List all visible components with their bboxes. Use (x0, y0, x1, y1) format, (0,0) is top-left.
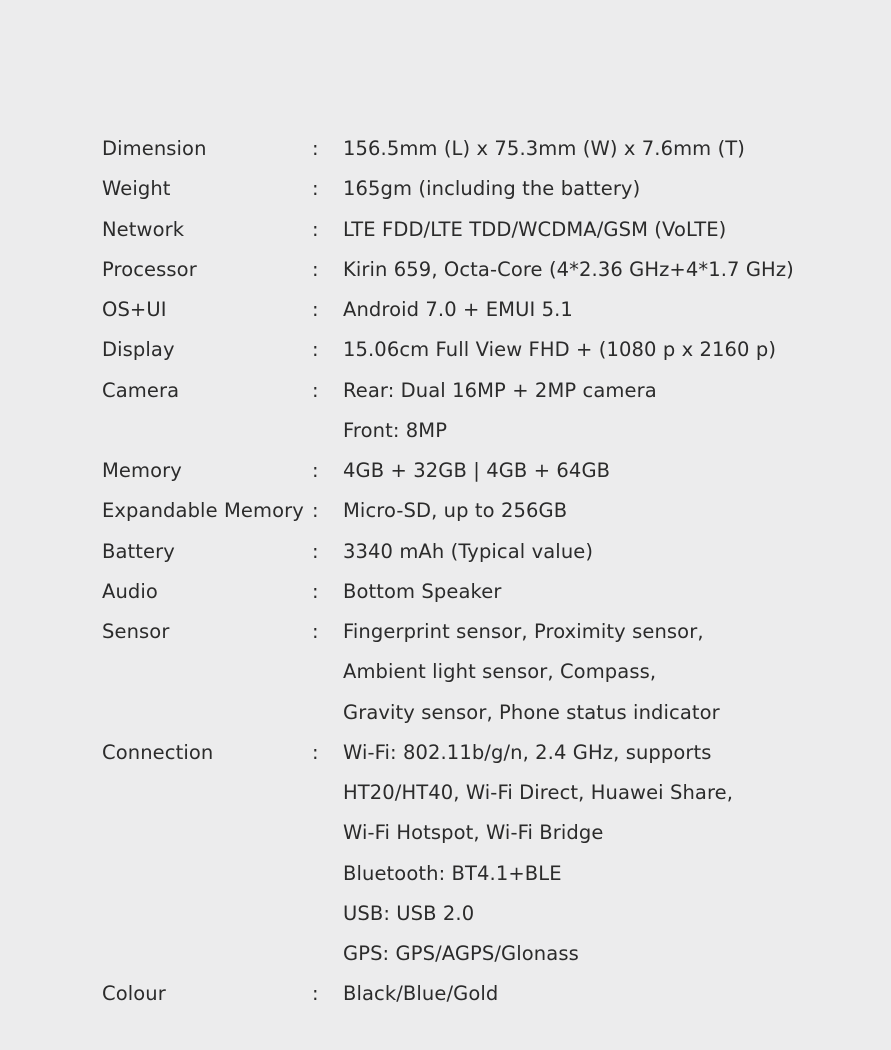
spec-value: Black/Blue/Gold (343, 982, 499, 1006)
spec-row (102, 371, 862, 452)
spec-label: Battery (102, 539, 175, 563)
spec-separator: : (312, 982, 319, 1006)
spec-value-group (343, 169, 862, 209)
spec-row (102, 250, 862, 290)
spec-value-group (343, 491, 862, 531)
spec-value: HT20/HT40, Wi-Fi Direct, Huawei Share, (343, 781, 734, 804)
spec-value: 4GB + 32GB | 4GB + 64GB (343, 459, 611, 482)
spec-row (102, 612, 862, 733)
spec-value-group (343, 129, 862, 169)
spec-table (102, 129, 862, 1015)
spec-row (102, 451, 862, 491)
spec-separator: : (312, 177, 319, 201)
spec-separator: : (312, 257, 319, 281)
spec-row (102, 491, 862, 531)
spec-value: Front: 8MP (343, 418, 448, 442)
spec-value-group (343, 532, 862, 572)
spec-label: OS+UI (102, 298, 167, 321)
spec-row (102, 210, 862, 250)
spec-value: Ambient light sensor, Compass, (343, 660, 657, 684)
spec-separator: : (312, 298, 319, 321)
spec-label: Dimension (102, 137, 207, 160)
spec-value-group (343, 733, 862, 975)
spec-value: 165gm (including the battery) (343, 177, 641, 201)
spec-label: Expandable Memory (102, 499, 304, 523)
spec-row (102, 532, 862, 572)
spec-separator: : (312, 459, 319, 482)
spec-value-group (343, 330, 862, 370)
spec-label: Camera (102, 378, 180, 402)
spec-value-group (343, 250, 862, 290)
spec-separator: : (312, 338, 319, 362)
spec-value: Wi-Fi: 802.11b/g/n, 2.4 GHz, supports (343, 740, 712, 764)
spec-value: Micro-SD, up to 256GB (343, 499, 568, 523)
spec-value: LTE FDD/LTE TDD/WCDMA/GSM (VoLTE) (343, 217, 727, 241)
spec-value: Kirin 659, Octa-Core (4*2.36 GHz+4*1.7 GHz) (343, 257, 794, 281)
spec-separator: : (312, 539, 319, 563)
spec-row (102, 290, 862, 330)
spec-label: Audio (102, 579, 158, 603)
spec-value: GPS: GPS/AGPS/Glonass (343, 942, 579, 965)
spec-row (102, 733, 862, 975)
spec-value-group (343, 612, 862, 733)
spec-separator: : (312, 217, 319, 241)
spec-label: Weight (102, 177, 171, 201)
spec-label: Sensor (102, 620, 170, 643)
spec-row (102, 572, 862, 612)
spec-row (102, 974, 862, 1014)
spec-label: Processor (102, 257, 197, 281)
spec-label: Memory (102, 459, 182, 482)
spec-value: 15.06cm Full View FHD + (1080 p x 2160 p) (343, 338, 777, 362)
spec-separator: : (312, 620, 319, 643)
spec-value-group (343, 371, 862, 452)
spec-separator: : (312, 378, 319, 402)
spec-value: Android 7.0 + EMUI 5.1 (343, 298, 573, 321)
spec-value: Rear: Dual 16MP + 2MP camera (343, 378, 657, 402)
spec-value: Bottom Speaker (343, 579, 502, 603)
spec-value: Bluetooth: BT4.1+BLE (343, 861, 562, 885)
spec-value: Wi-Fi Hotspot, Wi-Fi Bridge (343, 821, 604, 845)
spec-label: Connection (102, 740, 214, 764)
spec-value-group (343, 290, 862, 330)
spec-value-group (343, 451, 862, 491)
spec-row (102, 169, 862, 209)
spec-value-group (343, 572, 862, 612)
spec-value: 156.5mm (L) x 75.3mm (W) x 7.6mm (T) (343, 137, 745, 160)
spec-value: USB: USB 2.0 (343, 901, 475, 925)
spec-row (102, 330, 862, 370)
spec-separator: : (312, 740, 319, 764)
spec-label: Display (102, 338, 175, 362)
spec-separator: : (312, 579, 319, 603)
spec-row (102, 129, 862, 169)
spec-value: Gravity sensor, Phone status indicator (343, 700, 720, 724)
spec-value-group (343, 974, 862, 1014)
spec-label: Network (102, 217, 185, 241)
spec-separator: : (312, 499, 319, 523)
spec-value-group (343, 210, 862, 250)
spec-separator: : (312, 137, 319, 160)
spec-value: 3340 mAh (Typical value) (343, 539, 594, 563)
spec-label: Colour (102, 982, 166, 1006)
spec-value: Fingerprint sensor, Proximity sensor, (343, 620, 704, 643)
